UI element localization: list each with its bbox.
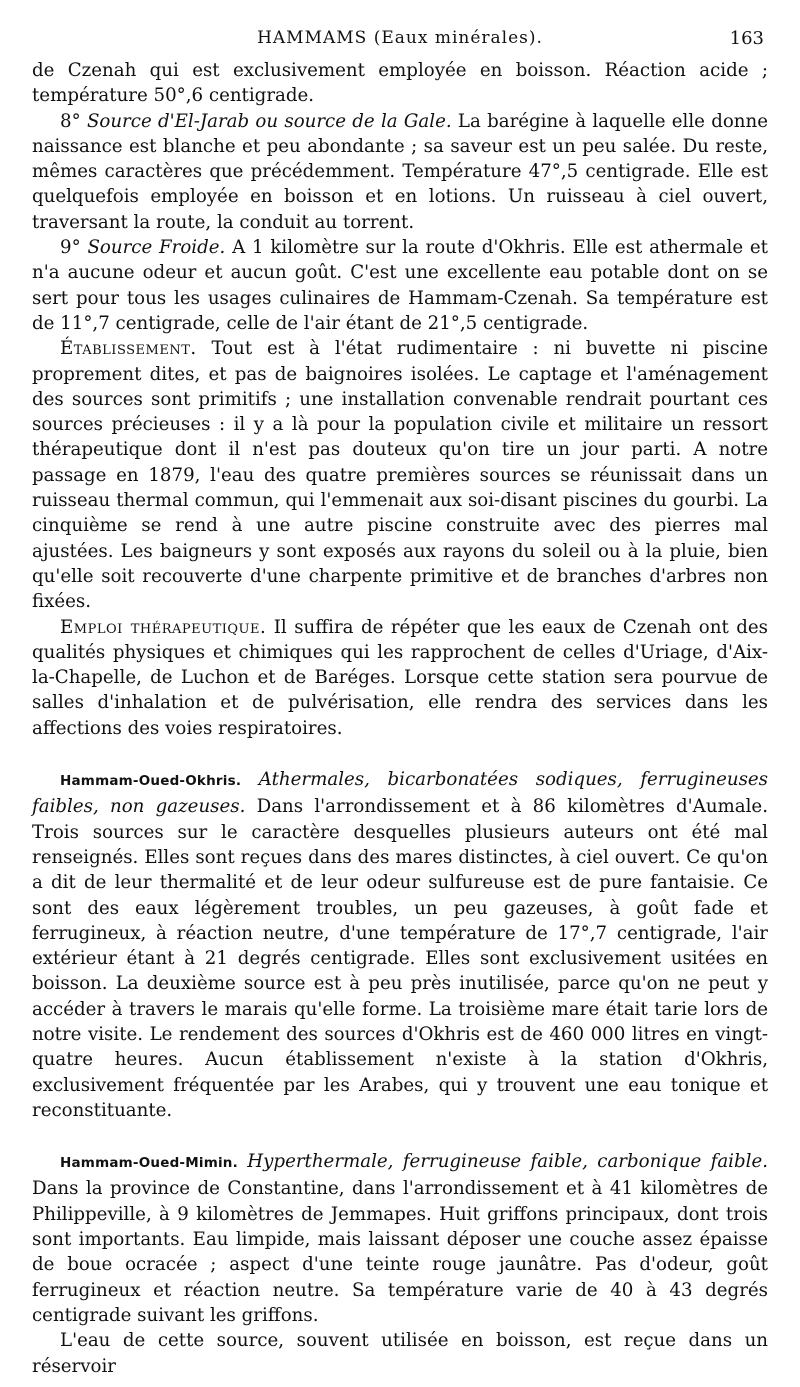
paragraph-text: Dans la province de Constantine, dans l'arrondissement et à 41 kilomètres de Philippeville, à 9 kilomètres de Jemmapes. Huit griffons principaux, dont trois sont importants. Eau limpide, mais laissant déposer une couche assez épaisse de boue ocracée ; aspect d'une teinte rouge jaunâtre. Pas d'odeur, goût ferrugineux et réaction neutre. Sa température varie de 40 à 43 degrés centigrade suivant les griffons.	[32, 1178, 768, 1326]
section-gap	[32, 741, 768, 767]
paragraph-source-el-jarab	[32, 109, 768, 235]
paragraph-final	[32, 1328, 768, 1379]
entry-subtitle: Hyperthermale, ferrugineuse faible, carbonique faible.	[237, 1151, 768, 1173]
paragraph-text: A 1 kilomètre sur la route d'Okhris. Elle est athermale et n'a aucune odeur et aucun goût. C'est une excellente eau potable dont on se sert pour tous les usages culinaires de Hammam-Czenah. Sa température est de 11°,7 centigrade, celle de l'air étant de 21°,5 centigrade.	[32, 237, 768, 334]
item-number: 9°	[60, 237, 88, 259]
entry-hammam-oued-okhris	[32, 767, 768, 1123]
paragraph-text: Dans l'arrondissement et à 86 kilomètres d'Aumale. Trois sources sur le caractère desquelles plusieurs auteurs ont été mal renseignés. Elles sont reçues dans des mares distinctes, à ciel ouvert. Ce qu'on a dit de leur thermalité et de leur odeur sulfureuse est de pure fantaisie. Ce sont des eaux légèrement troubles, un peu gazeuses, à goût fade et ferrugineux, à réaction neutre, d'une température de 17°,7 centigrade, l'air extérieur étant à 21 degrés centigrade. Elles sont exclusivement usitées en boisson. La deuxième source est à peu près inutilisée, parce qu'on ne peut y accéder à travers le marais qu'elle forme. La troisième mare était tarie lors de notre visite. Le rendement des sources d'Okhris est de 460 000 litres en vingt-quatre heures. Aucun établissement n'existe à la station d'Okhris, exclusivement fréquentée par les Arabes, qui y trouvent une eau tonique et reconstituante.	[32, 796, 768, 1121]
section-head: Emploi thérapeutique.	[60, 616, 267, 638]
entry-head: Hammam-Oued-Okhris.	[60, 773, 242, 790]
paragraph-text: Tout est à l'état rudimentaire : ni buvette ni piscine proprement dites, et pas de baignoires isolées. Le captage et l'aménagement des sources sont primitifs ; une installation convenable rendrait pourtant ces sources précieuses : il y a là pour la population civile et militaire un ressort thérapeutique dont il n'est pas douteux qu'on tire un jour parti. A notre passage en 1879, l'eau des quatre premières sources se réunissait dans un ruisseau thermal commun, qui l'emmenait aux soi-disant piscines du gourbi. La cinquième se rend à une autre piscine construite avec des pierres mal ajustées. Les baigneurs y sont exposés aux rayons du soleil ou à la pluie, bien qu'elle soit recouverte d'une charpente primitive et de branches d'arbres non fixées.	[32, 338, 768, 613]
entry-hammam-oued-mimin	[32, 1149, 768, 1328]
running-header	[32, 26, 768, 50]
paragraph-text: La barégine à laquelle elle donne naissance est blanche et peu abondante ; sa saveur est un peu salée. Du reste, mêmes caractères que précédemment. Température 47°,5 centigrade. Elle est quelquefois employée en boisson et en lotions. Un ruisseau à ciel ouvert, traversant la route, la conduit au torrent.	[32, 110, 768, 233]
paragraph-text: de Czenah qui est exclusivement employée en boisson. Réaction acide ; température 50°,6 centigrade.	[32, 60, 768, 107]
entry-head: Hammam-Oued-Mimin.	[60, 1155, 238, 1172]
paragraph-etablissement	[32, 336, 768, 614]
source-title: Source Froide.	[87, 237, 226, 259]
source-title: Source d'El-Jarab ou source de la Gale.	[86, 110, 452, 132]
running-title: HAMMAMS (Eaux minérales).	[257, 28, 543, 48]
paragraph-source-froide	[32, 235, 768, 336]
paragraph-text: L'eau de cette source, souvent utilisée en boisson, est reçue dans un réservoir	[32, 1330, 768, 1377]
section-head: Établissement.	[60, 338, 197, 360]
item-number: 8°	[60, 110, 87, 132]
page-number: 163	[729, 28, 764, 49]
paragraph-text: Il suffira de répéter que les eaux de Czenah ont des qualités physiques et chimiques qui les rapprochent de celles d'Uriage, d'Aix-la-Chapelle, de Luchon et de Baréges. Lorsque cette station sera pourvue de salles d'inhalation et de pulvérisation, elle rendra des services dans les affections des voies respiratoires.	[32, 616, 768, 739]
paragraph-emploi-therapeutique	[32, 615, 768, 741]
paragraph-continued	[32, 58, 768, 109]
section-gap	[32, 1123, 768, 1149]
entry-subtitle: Athermales, bicarbonatées sodiques, ferrugineuses faibles, non gazeuses.	[32, 769, 768, 818]
